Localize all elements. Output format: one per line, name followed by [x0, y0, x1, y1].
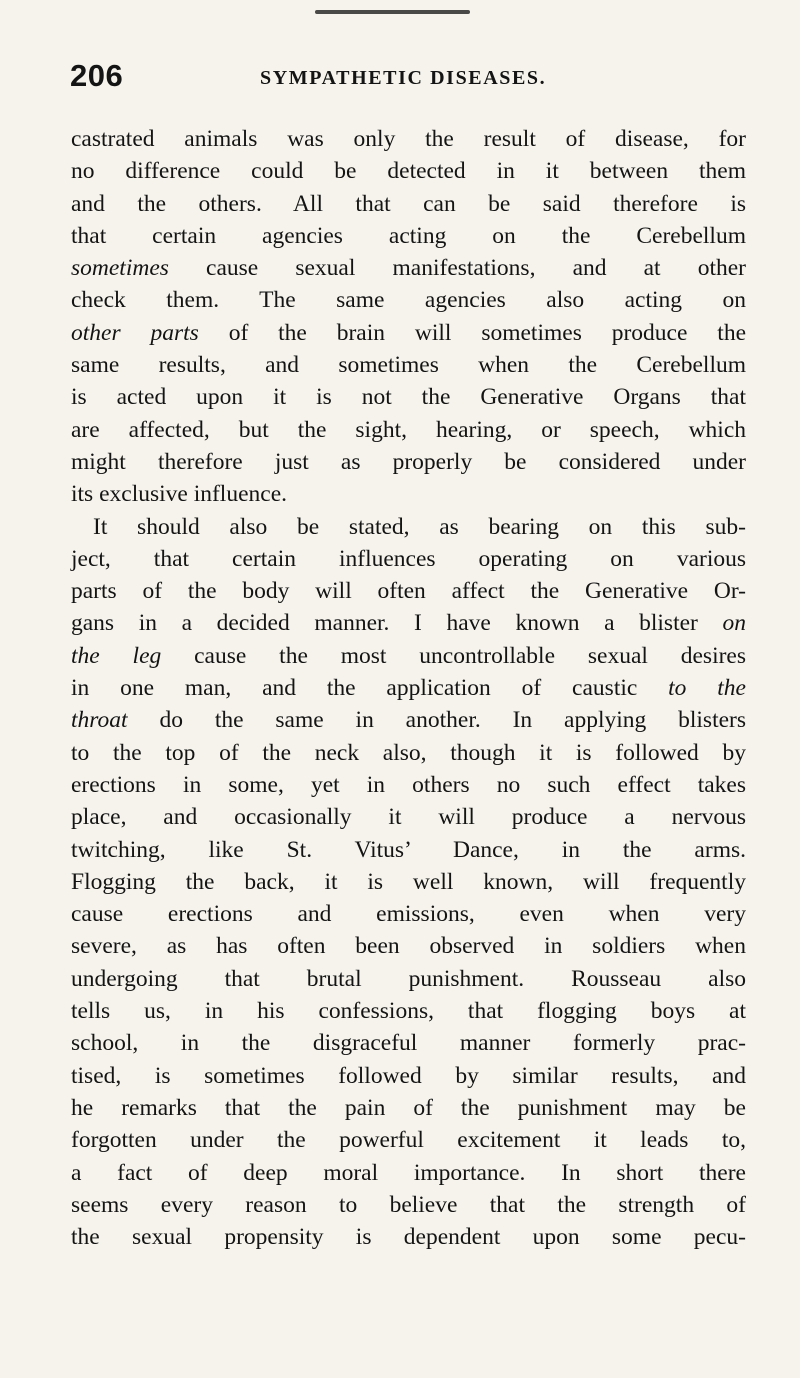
text-line: is acted upon it is not the Generative Organs that [71, 384, 746, 411]
text-line [71, 317, 746, 349]
text-span: of the brain will sometimes produce the [198, 319, 746, 346]
text-line: tells us, in his confessions, that flogging boys at [71, 998, 746, 1025]
text-span: cause the most uncontrollable sexual desires [161, 642, 747, 669]
text-line: tised, is sometimes followed by similar results, and [71, 1062, 746, 1089]
page-header [70, 58, 750, 98]
text-line: and the others. All that can be said therefore is [71, 190, 746, 217]
text-line: place, and occasionally it will produce a nervous [71, 804, 746, 831]
top-rule [315, 10, 470, 14]
text-line: gans in a decided manner. I have known a blister on [71, 610, 746, 637]
italic-span: throat [71, 707, 128, 734]
text-span: do the same in another. In applying blisters [127, 707, 746, 734]
text-line: cause erections and emissions, even when very [71, 901, 746, 928]
italic-span: to the [668, 675, 746, 702]
text-line: he remarks that the pain of the punishment may be [71, 1094, 746, 1121]
text-line: school, in the disgraceful manner formerly prac- [71, 1030, 746, 1057]
italic-span: on [722, 610, 746, 637]
italic-span: sometimes [71, 255, 169, 282]
text-span: cause sexual manifestations, and at other [168, 255, 746, 282]
running-head: SYMPATHETIC DISEASES. [260, 67, 547, 89]
text-line: It should also be stated, as bearing on this sub- [93, 513, 746, 540]
italic-span: other parts [71, 319, 199, 346]
text-line: to the top of the neck also, though it is followed by [71, 739, 746, 766]
text-line: ject, that certain influences operating on various [71, 545, 746, 572]
text-line: in one man, and the application of caustic to the [71, 675, 746, 702]
text-line: severe, as has often been observed in soldiers when [71, 933, 746, 960]
text-line [71, 252, 746, 284]
text-line: parts of the body will often affect the Generative Or- [71, 578, 746, 605]
text-line: twitching, like St. Vitus’ Dance, in the arms. [71, 836, 746, 863]
text-line: check them. The same agencies also acting on [71, 287, 746, 314]
text-line: Flogging the back, it is well known, will frequently [71, 868, 746, 895]
page-number: 206 [70, 58, 124, 93]
text-line: that certain agencies acting on the Cerebellum [71, 222, 746, 249]
text-line: a fact of deep moral importance. In short there [71, 1159, 746, 1186]
text-line: its exclusive influence. [71, 481, 287, 508]
text-line [71, 640, 746, 672]
text-line: the sexual propensity is dependent upon some pecu- [71, 1224, 746, 1251]
text-line: forgotten under the powerful excitement it leads to, [71, 1127, 746, 1154]
text-line: same results, and sometimes when the Cerebellum [71, 352, 746, 379]
text-line: castrated animals was only the result of disease, for [71, 126, 746, 152]
text-line: might therefore just as properly be considered under [71, 448, 746, 475]
body-text [71, 123, 746, 1253]
italic-span: the leg [71, 642, 162, 669]
text-line: undergoing that brutal punishment. Rousseau also [71, 965, 746, 992]
text-line: seems every reason to believe that the strength of [71, 1191, 746, 1218]
text-line: no difference could be detected in it between them [71, 158, 746, 185]
text-line: erections in some, yet in others no such effect takes [71, 771, 746, 798]
text-line: are affected, but the sight, hearing, or speech, which [71, 416, 746, 443]
text-line [71, 704, 746, 736]
